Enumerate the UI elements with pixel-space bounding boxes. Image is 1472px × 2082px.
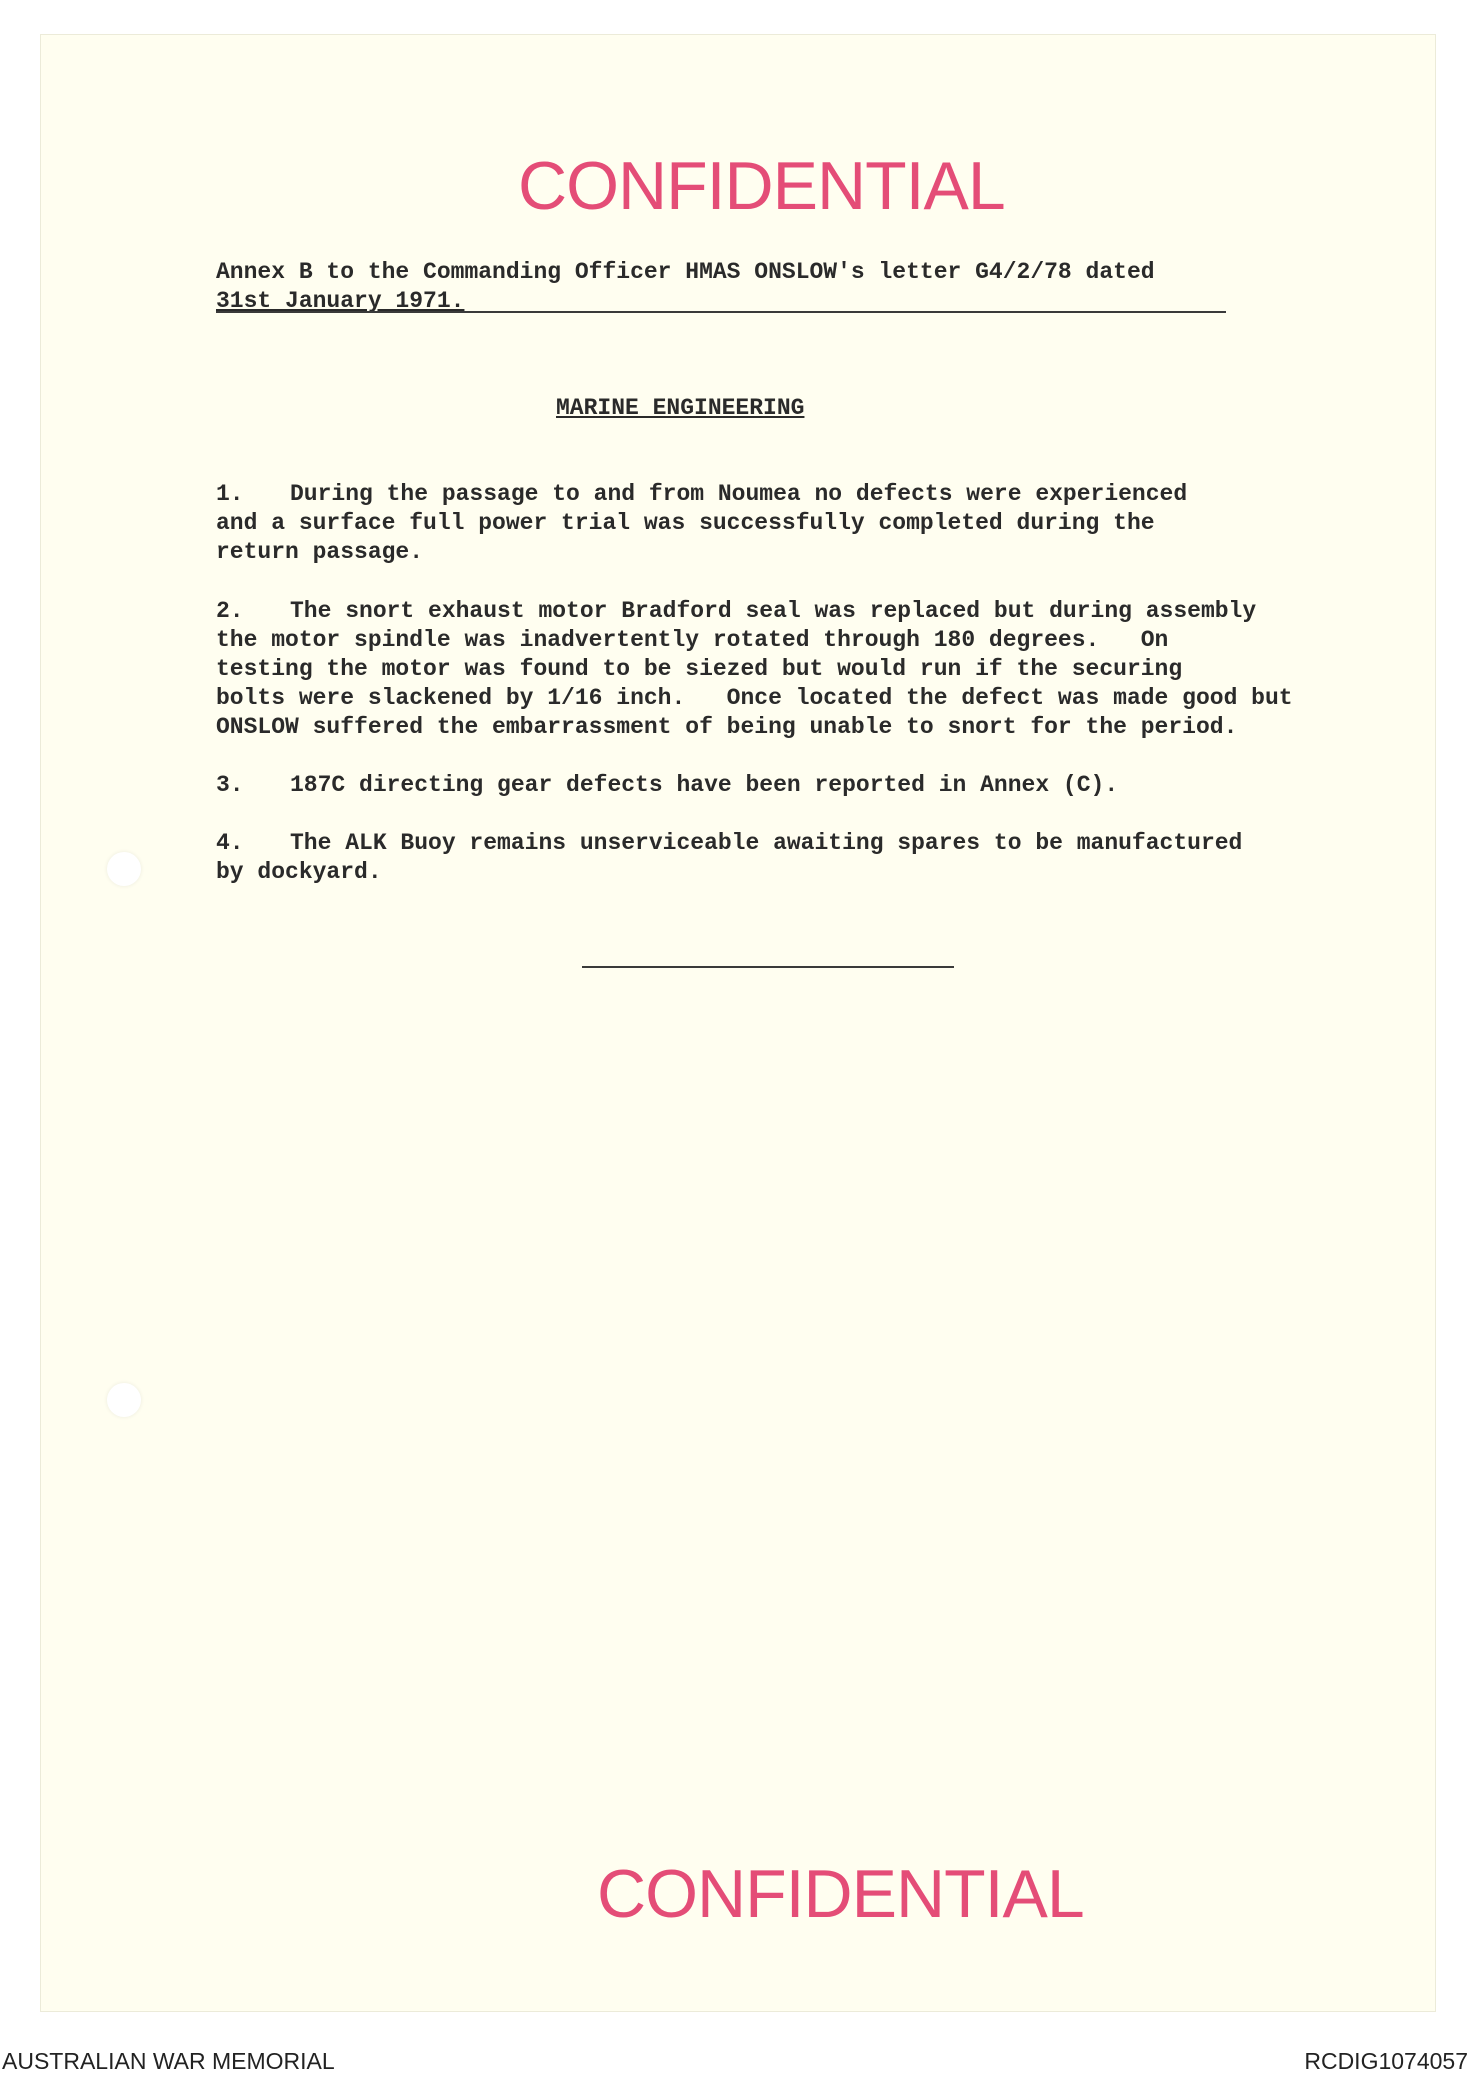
punch-hole: [107, 1383, 141, 1417]
paragraph-line: [216, 597, 1293, 626]
end-of-document-rule: [582, 966, 954, 968]
paragraph-line: ONSLOW suffered the embarrassment of being unable to snort for the period.: [216, 714, 1238, 740]
paragraph-number: 2.: [216, 598, 244, 624]
paragraph-text: The ALK Buoy remains unserviceable awaiting spares to be manufactured: [290, 830, 1243, 856]
paragraph-1: [216, 480, 1187, 567]
paragraph-text: The snort exhaust motor Bradford seal was replaced but during assembly: [290, 598, 1257, 624]
paragraph-number: 1.: [216, 481, 244, 507]
document-page: [40, 34, 1436, 2012]
paragraph-3: [216, 771, 1118, 800]
annex-header-line-2: 31st January 1971.: [216, 288, 465, 314]
header-underline: [216, 311, 1226, 313]
confidential-stamp-top: CONFIDENTIAL: [518, 148, 1005, 224]
paragraph-line: [216, 829, 1242, 858]
paragraph-line: [216, 480, 1187, 509]
paragraph-number: 3.: [216, 772, 244, 798]
paragraph-text: 187C directing gear defects have been reported in Annex (C).: [290, 772, 1119, 798]
confidential-stamp-bottom: CONFIDENTIAL: [597, 1856, 1084, 1932]
archive-reference-id: RCDIG1074057: [1304, 2048, 1468, 2074]
paragraph-2: [216, 597, 1293, 742]
paragraph-4: [216, 829, 1242, 887]
annex-header-line-1: Annex B to the Commanding Officer HMAS ONSLOW's letter G4/2/78 dated: [216, 259, 1155, 285]
paragraph-line: return passage.: [216, 539, 424, 565]
punch-hole: [107, 852, 141, 886]
paragraph-text: During the passage to and from Noumea no defects were experienced: [290, 481, 1188, 507]
section-title: MARINE ENGINEERING: [556, 395, 805, 421]
paragraph-line: the motor spindle was inadvertently rotated through 180 degrees. On: [216, 627, 1169, 653]
archive-credit: AUSTRALIAN WAR MEMORIAL: [2, 2048, 335, 2074]
paragraph-line: bolts were slackened by 1/16 inch. Once located the defect was made good but: [216, 685, 1293, 711]
paragraph-line: and a surface full power trial was successfully completed during the: [216, 510, 1155, 536]
paragraph-number: 4.: [216, 830, 244, 856]
paragraph-line: testing the motor was found to be siezed but would run if the securing: [216, 656, 1183, 682]
paragraph-line: [216, 771, 1118, 800]
paragraph-line: by dockyard.: [216, 859, 382, 885]
